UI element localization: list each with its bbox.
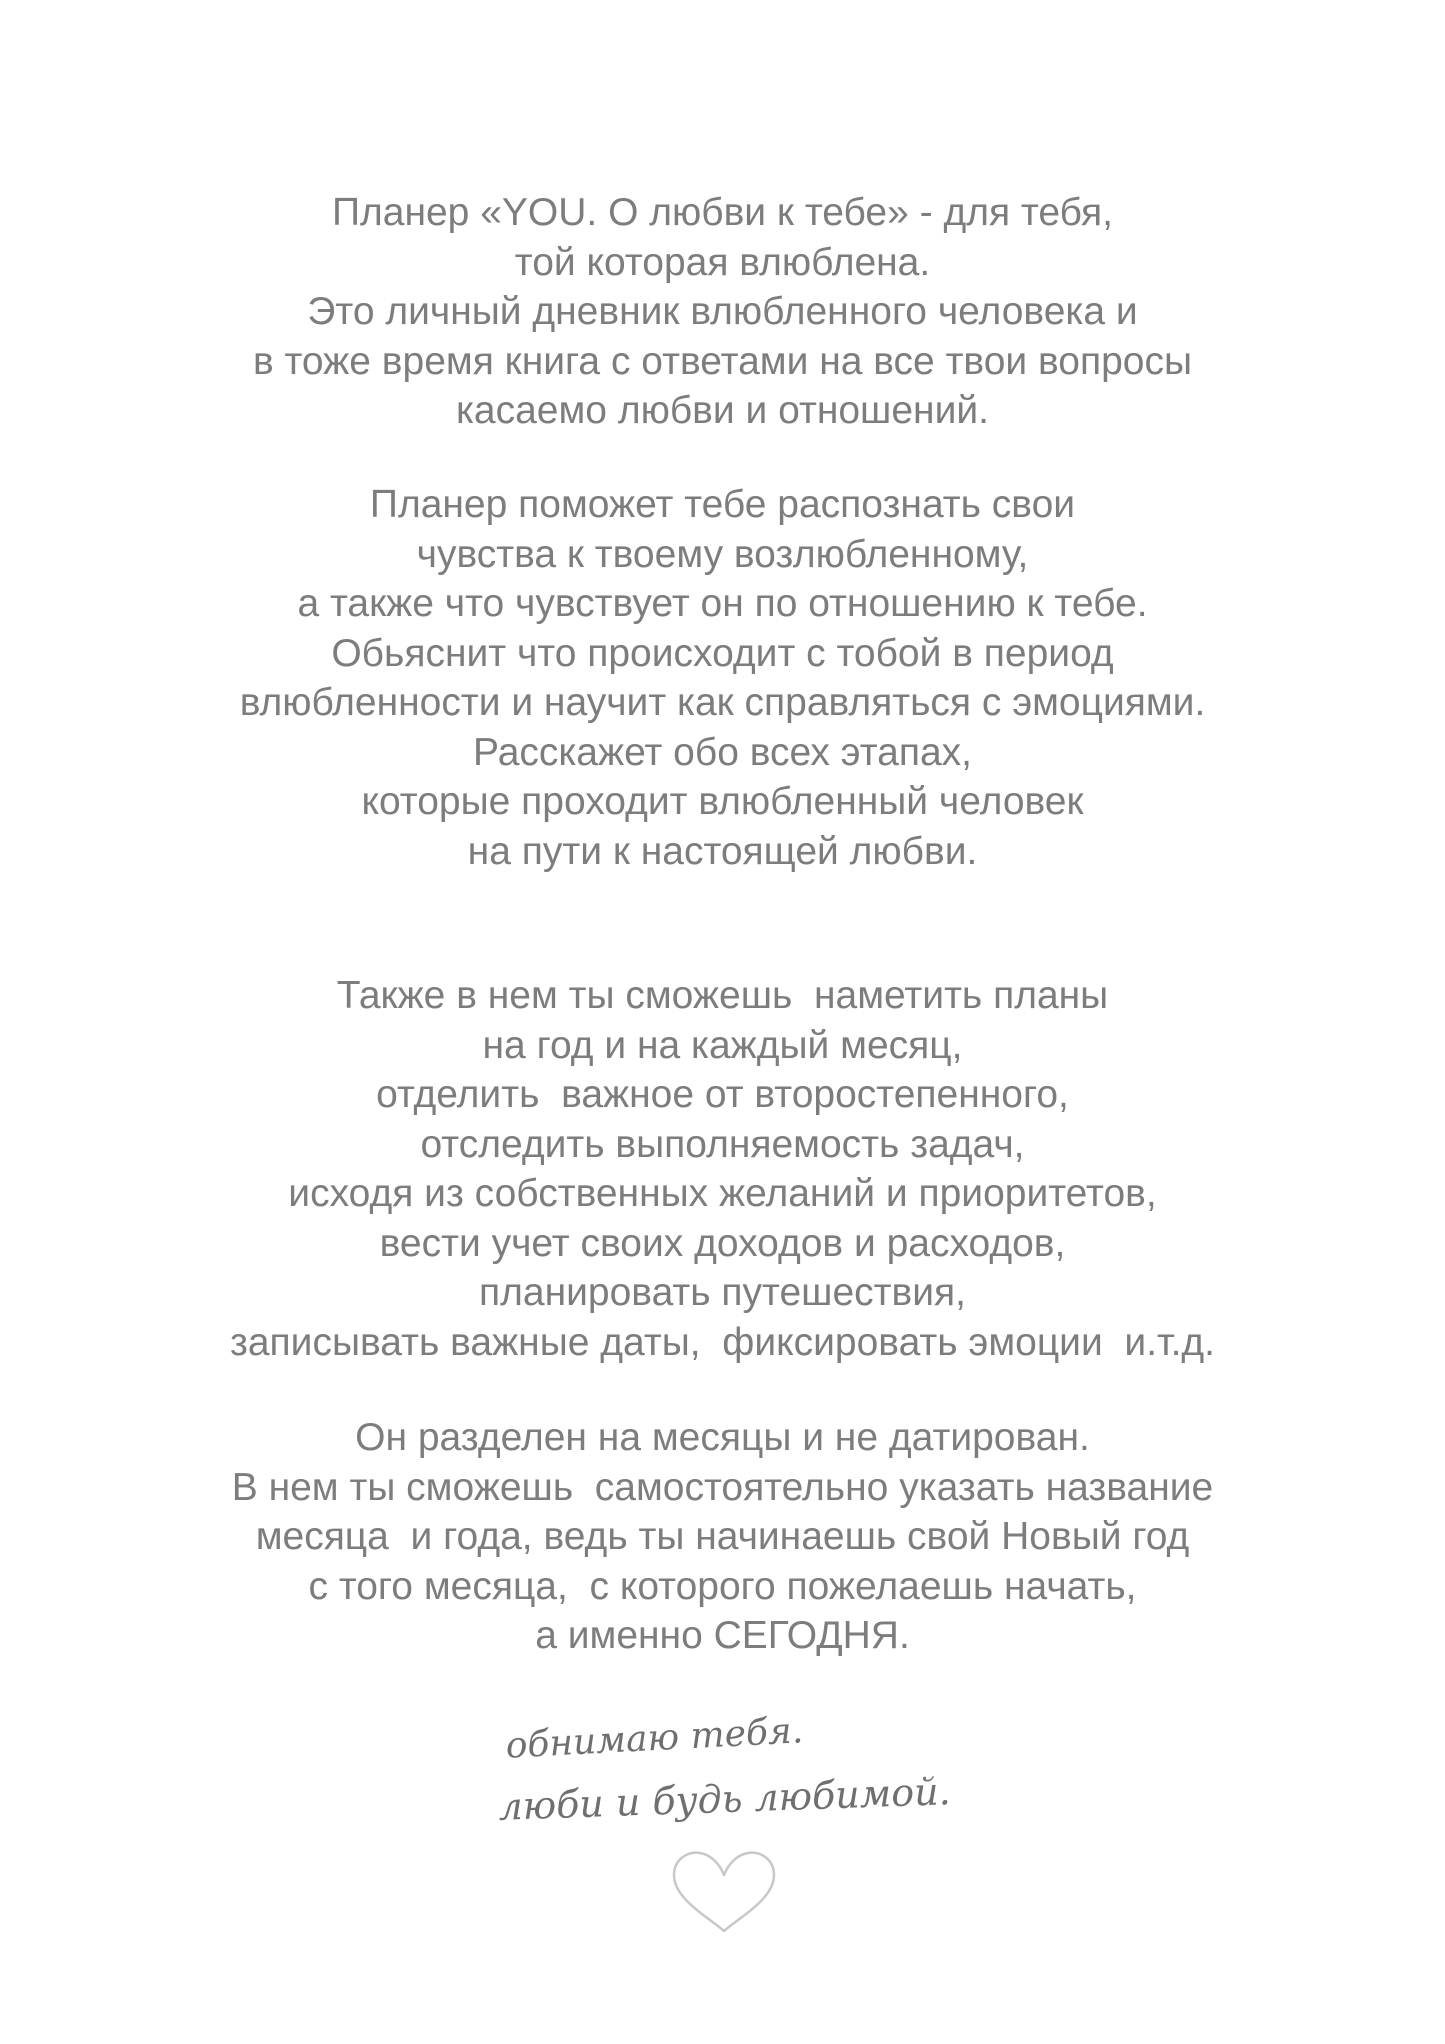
text-line: с того месяца, с которого пожелаешь начать, [308, 1564, 1137, 1608]
text-line: а также что чувствует он по отношению к тебе. [297, 582, 1148, 625]
intro-paragraph-3 [0, 971, 1445, 1367]
text-line: на пути к настоящей любви. [467, 829, 978, 873]
heart-outline-icon [668, 1847, 780, 1942]
text-line: планировать путешествия, [479, 1271, 966, 1314]
text-line: месяца и года, ведь ты начинаешь свой Новый год [255, 1515, 1190, 1558]
text-line: чувства к твоему возлюбленному, [416, 532, 1029, 576]
text-line: Также в нем ты сможешь наметить планы [336, 974, 1109, 1017]
text-line: на год и на каждый месяц, [482, 1023, 963, 1067]
signature-line-1: обнимаю тебя. [504, 1710, 805, 1767]
intro-paragraph-4 [0, 1413, 1445, 1661]
text-line: В нем ты сможешь самостоятельно указать название [231, 1465, 1214, 1509]
signature-graphic [0, 1700, 1445, 1850]
text-line: которые проходит влюбленный человек [361, 780, 1084, 823]
text-line: Планер «YOU. О любви к тебе» - для тебя, [331, 191, 1114, 234]
text-line: Это личный дневник влюбленного человека и [307, 290, 1138, 333]
text-line: исходя из собственных желаний и приоритетов, [288, 1172, 1157, 1215]
text-line: Обьяснит что происходит с тобой в период [331, 631, 1114, 675]
text-line: Он разделен на месяцы и не датирован. [355, 1416, 1090, 1459]
signature-line-2: люби и будь любимой. [497, 1769, 952, 1829]
text-line: той которая влюблена. [514, 240, 931, 284]
text-line: записывать важные даты, фиксировать эмоции и.т.д. [229, 1320, 1216, 1364]
text-line: в тоже время книга с ответами на все твои вопросы [252, 339, 1193, 383]
intro-paragraph-2 [0, 480, 1445, 876]
intro-paragraph-1 [0, 188, 1445, 436]
text-line: Расскажет обо всех этапах, [472, 730, 972, 774]
text-line: Планер поможет тебе распознать свои [369, 483, 1076, 526]
text-line: влюбленности и научит как справляться с эмоциями. [239, 681, 1206, 724]
text-line: касаемо любви и отношений. [456, 389, 989, 432]
text-line: вести учет своих доходов и расходов, [379, 1221, 1066, 1265]
text-line: отследить выполняемость задач, [420, 1122, 1025, 1166]
text-line: отделить важное от второстепенного, [376, 1073, 1069, 1116]
text-line: а именно СЕГОДНЯ. [535, 1614, 910, 1657]
